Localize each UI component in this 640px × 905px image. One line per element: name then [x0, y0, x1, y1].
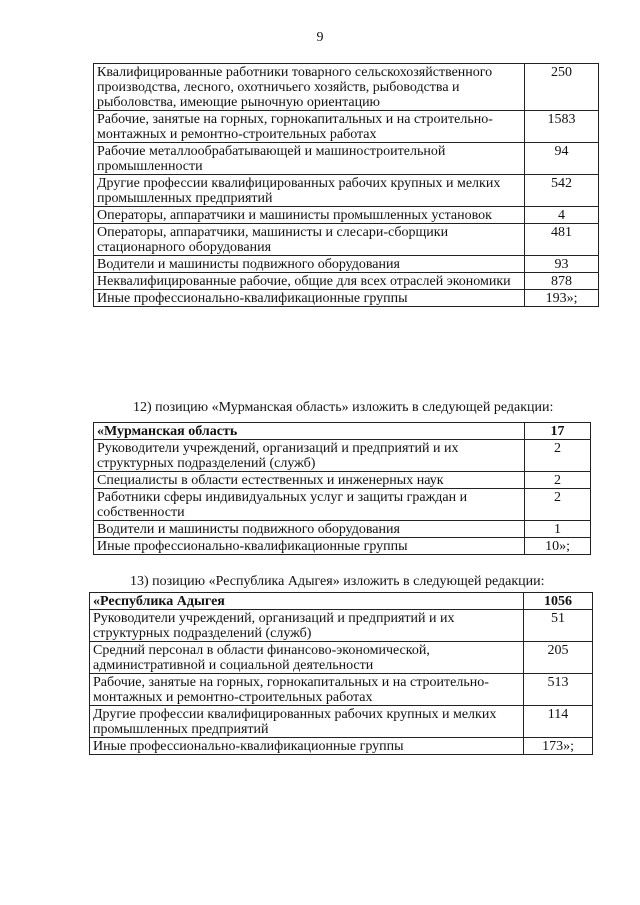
occupation-group-value: 542 — [525, 175, 599, 207]
occupation-group-label: Руководители учреждений, организаций и предприятий и их структурных подразделений (служб) — [90, 610, 524, 642]
table-header-row — [94, 423, 591, 440]
table-row — [94, 290, 599, 307]
occupation-group-value: 878 — [525, 273, 599, 290]
occupation-group-label: Водители и машинисты подвижного оборудования — [94, 521, 525, 538]
occupation-group-value: 51 — [524, 610, 593, 642]
table-row — [94, 143, 599, 175]
occupation-group-label: Руководители учреждений, организаций и предприятий и их структурных подразделений (служб) — [94, 440, 525, 472]
occupation-group-label: Рабочие, занятые на горных, горнокапитальных и на строительно-монтажных и ремонтно-строительных работах — [90, 674, 524, 706]
occupation-group-label: Водители и машинисты подвижного оборудования — [94, 256, 525, 273]
occupation-group-value: 250 — [525, 64, 599, 111]
table-row — [94, 538, 591, 555]
occupation-group-value: 114 — [524, 706, 593, 738]
occupation-group-label: Специалисты в области естественных и инженерных наук — [94, 472, 525, 489]
table-adygea-republic — [89, 592, 593, 755]
table-row — [90, 738, 593, 755]
occupation-group-value: 93 — [525, 256, 599, 273]
paragraph-12: 12) позицию «Мурманская область» изложить в следующей редакции: — [133, 400, 554, 415]
table-row — [94, 472, 591, 489]
table-row — [94, 273, 599, 290]
occupation-group-label: Другие профессии квалифицированных рабочих крупных и мелких промышленных предприятий — [94, 175, 525, 207]
table-row — [94, 207, 599, 224]
occupation-group-value: 481 — [525, 224, 599, 256]
occupation-group-value: 1583 — [525, 111, 599, 143]
occupation-group-label: Рабочие металлообрабатывающей и машиностроительной промышленности — [94, 143, 525, 175]
occupation-group-value: 513 — [524, 674, 593, 706]
occupation-group-label: Другие профессии квалифицированных рабочих крупных и мелких промышленных предприятий — [90, 706, 524, 738]
table-row — [90, 706, 593, 738]
occupation-group-value: 1 — [525, 521, 591, 538]
paragraph-13: 13) позицию «Республика Адыгея» изложить в следующей редакции: — [130, 574, 545, 589]
occupation-group-value: 2 — [525, 440, 591, 472]
table-murmansk-region — [93, 422, 591, 555]
occupation-group-label: Иные профессионально-квалификационные группы — [94, 538, 525, 555]
occupation-group-value: 173»; — [524, 738, 593, 755]
region-total: 17 — [525, 423, 591, 440]
page-number: 9 — [316, 30, 324, 45]
occupation-group-value: 2 — [525, 472, 591, 489]
occupation-group-label: Операторы, аппаратчики и машинисты промышленных установок — [94, 207, 525, 224]
occupation-group-value: 205 — [524, 642, 593, 674]
table-row — [94, 175, 599, 207]
occupation-group-label: Работники сферы индивидуальных услуг и защиты граждан и собственности — [94, 489, 525, 521]
table-row — [94, 256, 599, 273]
table-row — [94, 224, 599, 256]
table-row — [94, 64, 599, 111]
occupation-group-label: Рабочие, занятые на горных, горнокапитальных и на строительно-монтажных и ремонтно-строительных работах — [94, 111, 525, 143]
table-row — [94, 440, 591, 472]
region-name: «Мурманская область — [94, 423, 525, 440]
occupation-group-label: Квалифицированные работники товарного сельскохозяйственного производства, лесного, охотничьего хозяйств, рыбоводства и рыболовства, имеющие рыночную ориентацию — [94, 64, 525, 111]
table-occupations-continued — [93, 63, 599, 307]
occupation-group-label: Неквалифицированные рабочие, общие для всех отраслей экономики — [94, 273, 525, 290]
occupation-group-label: Средний персонал в области финансово-экономической, административной и социальной деятельности — [90, 642, 524, 674]
table-row — [94, 489, 591, 521]
table-row — [90, 674, 593, 706]
occupation-group-value: 94 — [525, 143, 599, 175]
occupation-group-label: Иные профессионально-квалификационные группы — [90, 738, 524, 755]
occupation-group-label: Иные профессионально-квалификационные группы — [94, 290, 525, 307]
table-header-row — [90, 593, 593, 610]
occupation-group-value: 4 — [525, 207, 599, 224]
region-name: «Республика Адыгея — [90, 593, 524, 610]
table-row — [90, 610, 593, 642]
table-row — [90, 642, 593, 674]
occupation-group-value: 10»; — [525, 538, 591, 555]
table-row — [94, 521, 591, 538]
region-total: 1056 — [524, 593, 593, 610]
occupation-group-value: 193»; — [525, 290, 599, 307]
occupation-group-label: Операторы, аппаратчики, машинисты и слесари-сборщики стационарного оборудования — [94, 224, 525, 256]
occupation-group-value: 2 — [525, 489, 591, 521]
table-row — [94, 111, 599, 143]
